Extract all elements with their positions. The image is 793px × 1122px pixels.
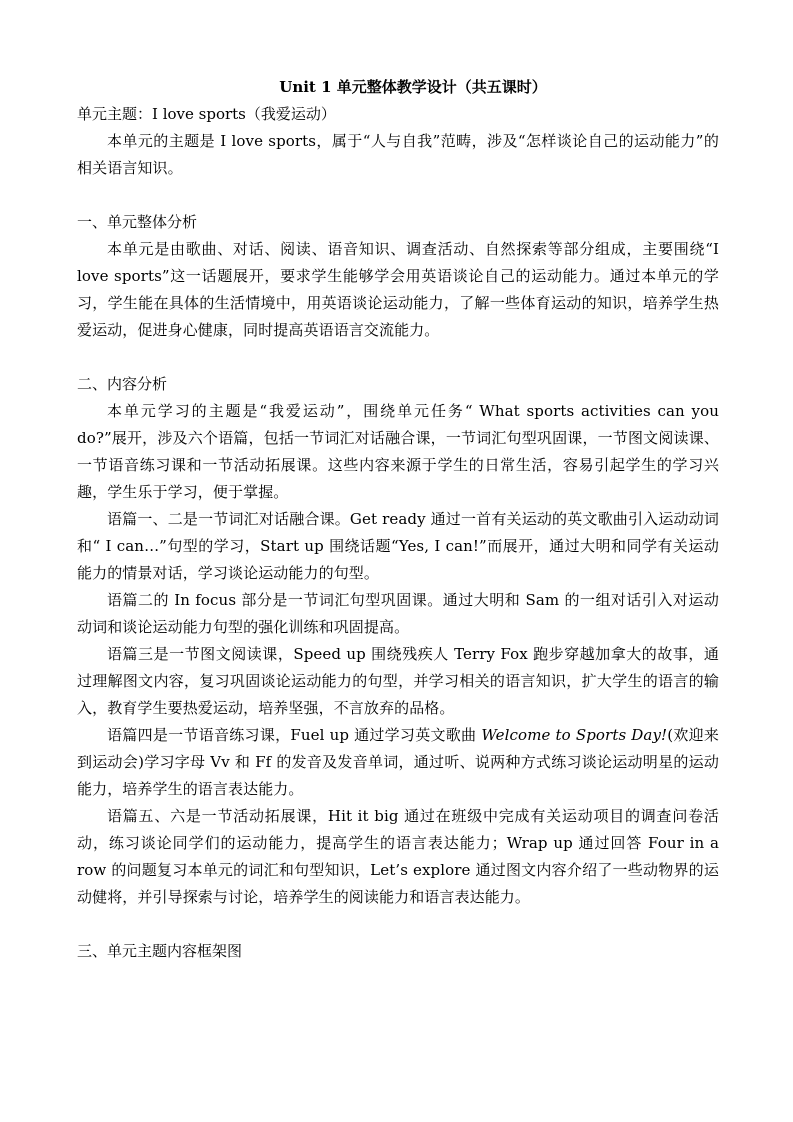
paragraph-5-text-start: 语篇四是一节语音练习课，Fuel up 通过学习英文歌曲: [107, 726, 482, 744]
unit-theme-line: 单元主题：I love sports（我爱运动）: [77, 105, 336, 123]
page-title: Unit 1 单元整体教学设计（共五课时）: [279, 78, 547, 96]
intro-paragraph: 本单元的主题是 I love sports，属于“人与自我”范畴，涉及“怎样谈论自己的运动能力”的相关语言知识。: [77, 132, 719, 177]
song-title: Welcome to Sports Day!: [481, 726, 668, 744]
paragraph-5-text-end: (欢迎来到运动会)学习字母 Vv 和 Ff 的发音及发音单词，通过听、说两种方式练习谈论运动明星的运动能力，培养学生的语言表达能力。: [77, 726, 719, 798]
spacer: [77, 344, 719, 371]
content-analysis-paragraph-2: 语篇一、二是一节词汇对话融合课。Get ready 通过一首有关运动的英文歌曲引入运动动词和“ I can…”句型的学习，Start up 围绕话题“Yes, I can!”而展开，通过大明和同学有关运动能力的情景对话，学习谈论运动能力的句型。: [77, 510, 719, 582]
section-heading-content-analysis: 二、内容分析: [77, 375, 168, 393]
spacer: [77, 182, 719, 209]
content-analysis-paragraph-4: 语篇三是一节图文阅读课，Speed up 围绕残疾人 Terry Fox 跑步穿越加拿大的故事，通过理解图文内容，复习巩固谈论运动能力的句型，并学习相关的语言知识，扩大学生的语言的输入，教育学生要热爱运动，培养坚强，不言放弃的品格。: [77, 645, 719, 717]
content-analysis-paragraph-5: [77, 722, 719, 803]
spacer: [77, 911, 719, 938]
section-heading-overall-analysis: 一、单元整体分析: [77, 213, 198, 231]
overall-analysis-paragraph: 本单元是由歌曲、对话、阅读、语音知识、调查活动、自然探索等部分组成，主要围绕“I love sports”这一话题展开，要求学生能够学会用英语谈论自己的运动能力。通过本单元的学习，学生能在具体的生活情境中，用英语谈论运动能力，了解一些体育运动的知识，培养学生热爱运动，促进身心健康，同时提高英语语言交流能力。: [77, 240, 719, 339]
content-analysis-paragraph-3: 语篇二的 In focus 部分是一节词汇句型巩固课。通过大明和 Sam 的一组对话引入对运动动词和谈论运动能力句型的强化训练和巩固提高。: [77, 591, 719, 636]
content-analysis-paragraph-1: 本单元学习的主题是“我爱运动”，围绕单元任务“ What sports activities can you do?”展开，涉及六个语篇，包括一节词汇对话融合课，一节词汇句型巩固课，一节图文阅读课、一节语音练习课和一节活动拓展课。这些内容来源于学生的日常生活，容易引起学生的学习兴趣，学生乐于学习，便于掌握。: [77, 402, 719, 501]
section-heading-framework: 三、单元主题内容框架图: [77, 942, 243, 960]
content-analysis-paragraph-6: 语篇五、六是一节活动拓展课，Hit it big 通过在班级中完成有关运动项目的调查问卷活动，练习谈论同学们的运动能力，提高学生的语言表达能力；Wrap up 通过回答 Four in a row 的问题复习本单元的词汇和句型知识，Let’s explore 通过图文内容介绍了一些动物界的运动健将，并引导探索与讨论，培养学生的阅读能力和语言表达能力。: [77, 807, 719, 906]
